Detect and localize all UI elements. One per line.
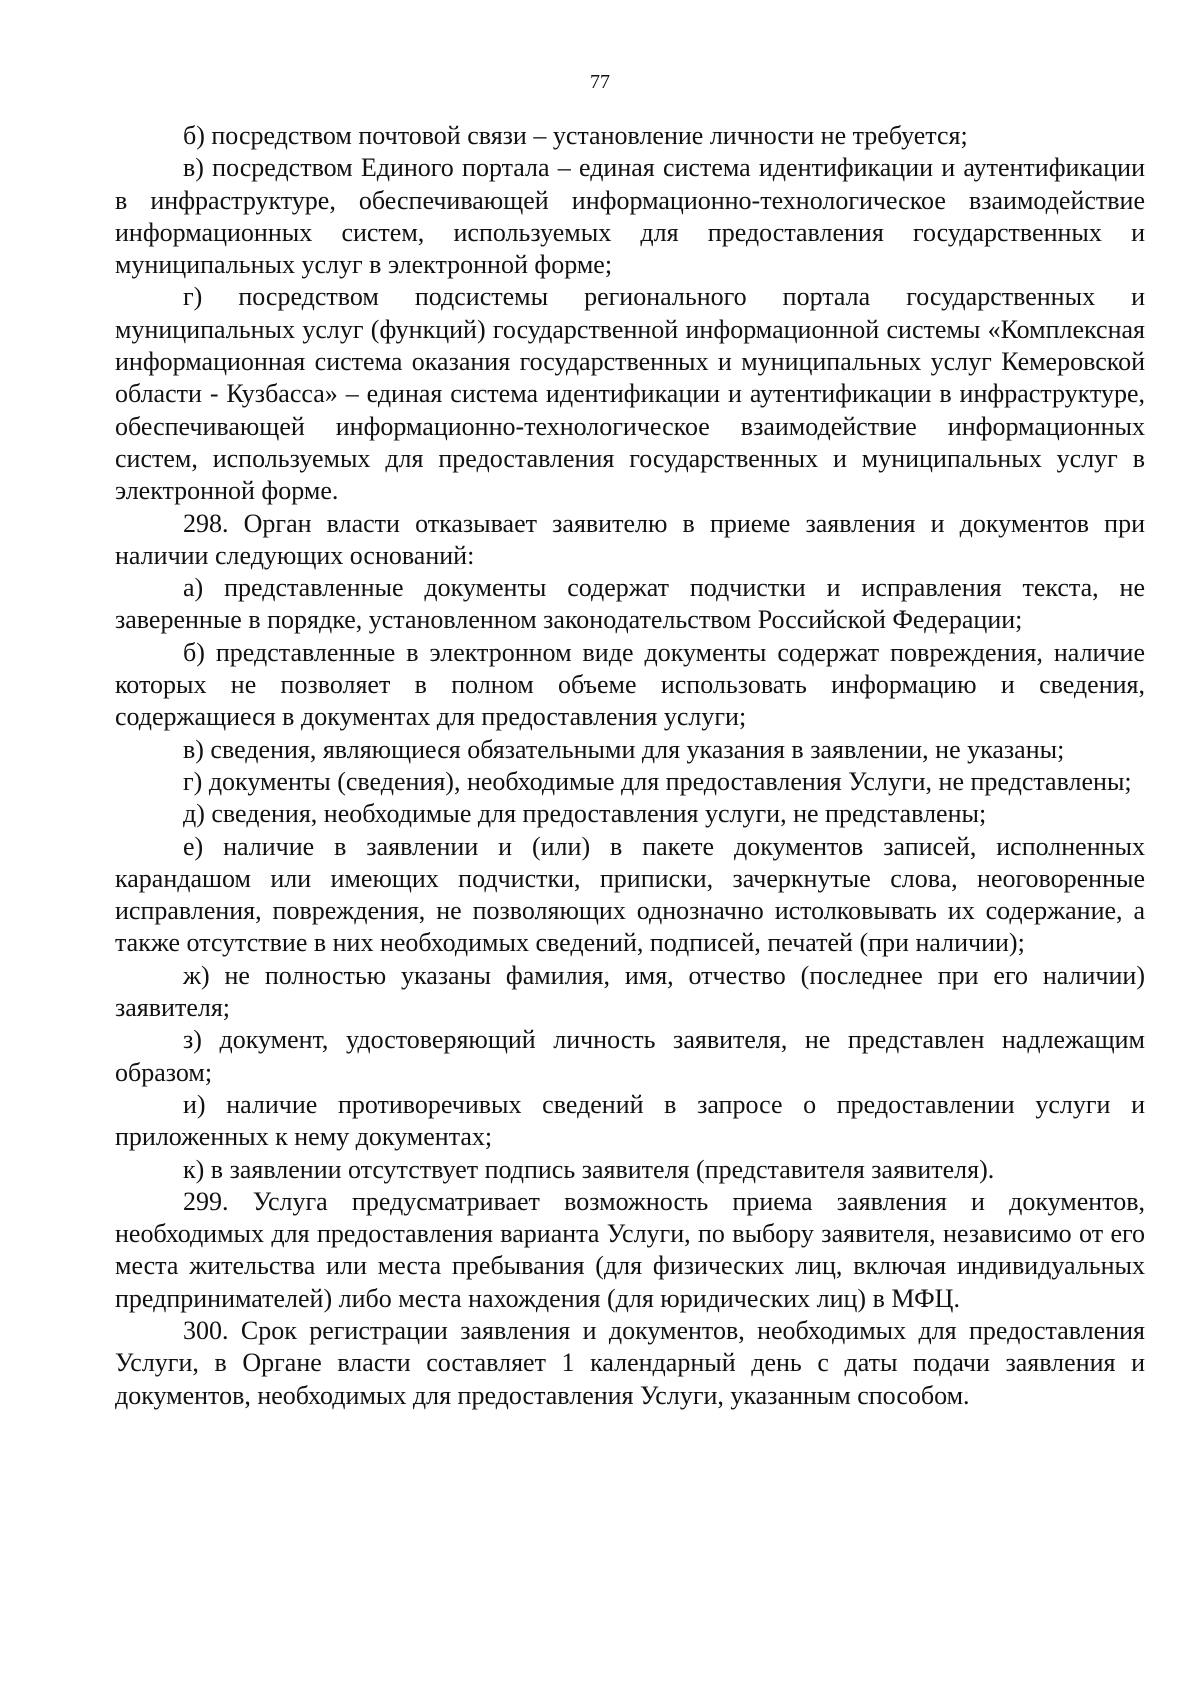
paragraph-298-i: и) наличие противоречивых сведений в запросе о предоставлении услуги и приложенных к нему документах;: [115, 1089, 1145, 1152]
paragraph-298-e: е) наличие в заявлении и (или) в пакете документов записей, исполненных карандашом или имеющих подчистки, приписки, зачеркнутые слова, неоговоренные исправления, повреждения, не позволяющих однозначно истолковывать их содержание, а также отсутствие в них необходимых сведений, подписей, печатей (при наличии);: [115, 831, 1145, 958]
paragraph-298-zh: ж) не полностью указаны фамилия, имя, отчество (последнее при его наличии) заявителя;: [115, 960, 1145, 1023]
paragraph-g-regional-portal: г) посредством подсистемы регионального портала государственных и муниципальных услуг (функций) государственной информационной системы «Комплексная информационная система оказания государственных и муниципальных услуг Кемеровской области - Кузбасса» – единая система идентификации и аутентификации в инфраструктуре, обеспечивающей информационно-технологическое взаимодействие информационных систем, используемых для предоставления государственных и муниципальных услуг в электронной форме.: [115, 282, 1145, 506]
paragraph-300: 300. Срок регистрации заявления и документов, необходимых для предоставления Услуги, в Органе власти составляет 1 календарный день с даты подачи заявления и документов, необходимых для предоставления Услуги, указанным способом.: [115, 1315, 1145, 1410]
paragraph-298-d: д) сведения, необходимые для предоставления услуги, не представлены;: [183, 799, 987, 829]
paragraph-298-b: б) представленные в электронном виде документы содержат повреждения, наличие которых не позволяет в полном объеме использовать информацию и сведения, содержащиеся в документах для предоставления услуги;: [115, 637, 1145, 732]
paragraph-298-g: г) документы (сведения), необходимые для предоставления Услуги, не представлены;: [183, 766, 1132, 796]
paragraph-298: 298. Орган власти отказывает заявителю в приеме заявления и документов при наличии следующих оснований:: [115, 508, 1145, 570]
paragraph-298-a: а) представленные документы содержат подчистки и исправления текста, не заверенные в порядке, установленном законодательством Российской Федерации;: [115, 573, 1145, 635]
document-body: [115, 120, 1145, 1412]
paragraph-298-v: в) сведения, являющиеся обязательными для указания в заявлении, не указаны;: [183, 734, 1065, 764]
paragraph-b-post: б) посредством почтовой связи – установление личности не требуется;: [183, 121, 968, 150]
page-number: 77: [590, 71, 610, 93]
paragraph-299: 299. Услуга предусматривает возможность приема заявления и документов, необходимых для предоставления варианта Услуги, по выбору заявителя, независимо от его места жительства или места пребывания (для физических лиц, включая индивидуальных предпринимателей) либо места нахождения (для юридических лиц) в МФЦ.: [115, 1186, 1145, 1313]
paragraph-v-portal: в) посредством Единого портала – единая система идентификации и аутентификации в инфраструктуре, обеспечивающей информационно-технологическое взаимодействие информационных систем, используемых для предоставления государственных и муниципальных услуг в электронной форме;: [115, 153, 1145, 280]
paragraph-298-k: к) в заявлении отсутствует подпись заявителя (представителя заявителя).: [183, 1154, 995, 1184]
paragraph-298-z: з) документ, удостоверяющий личность заявителя, не представлен надлежащим образом;: [115, 1025, 1145, 1087]
